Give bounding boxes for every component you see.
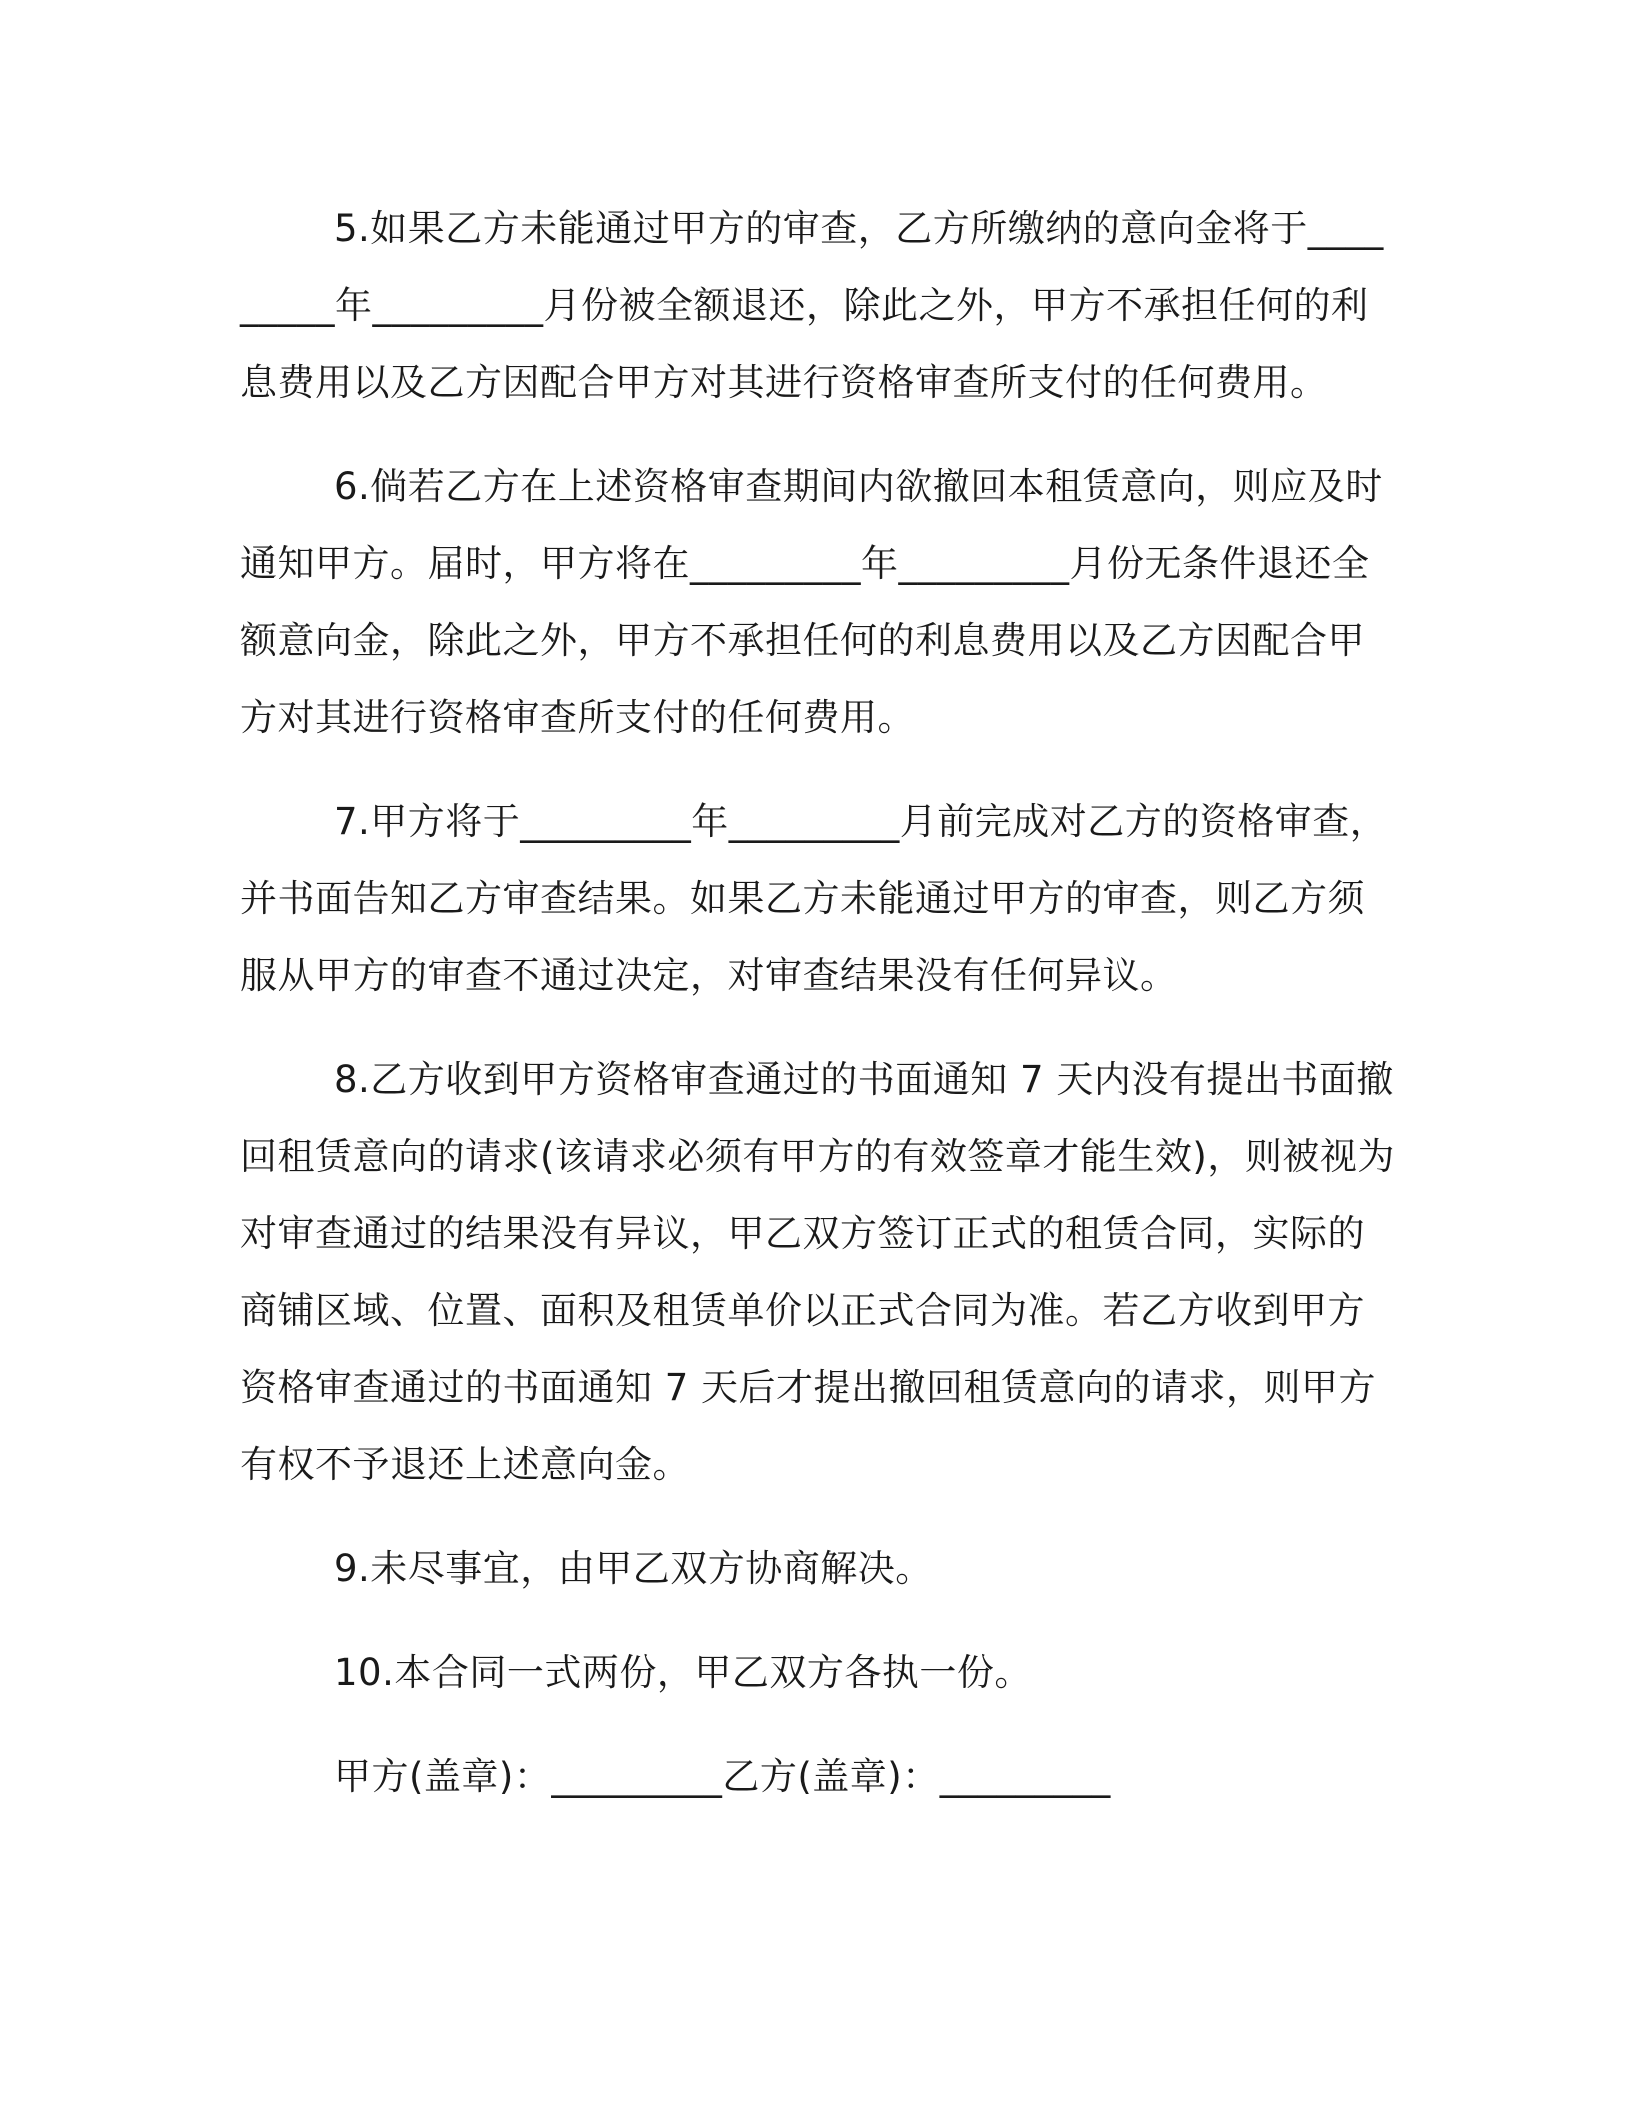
- clause-7-paragraph: 7.甲方将于_________年_________月前完成对乙方的资格审查，并书面告知乙方审查结果。如果乙方未能通过甲方的审查，则乙方须服从甲方的审查不通过决定，对审查结果没有任何异议。: [240, 800, 1388, 997]
- clause-8-paragraph: 8.乙方收到甲方资格审查通过的书面通知 7 天内没有提出书面撤回租赁意向的请求(该请求必须有甲方的有效签章才能生效)，则被视为对审查通过的结果没有异议，甲乙双方签订正式的租赁合同，实际的商铺区域、位置、面积及租赁单价以正式合同为准。若乙方收到甲方资格审查通过的书面通知 7 天后才提出撤回租赁意向的请求，则甲方有权不予退还上述意向金。: [240, 1058, 1395, 1486]
- clause-6-paragraph: 6.倘若乙方在上述资格审查期间内欲撤回本租赁意向，则应及时通知甲方。届时，甲方将在_________年_________月份无条件退还全额意向金，除此之外，甲方不承担任何的利息费用以及乙方因配合甲方对其进行资格审查所支付的任何费用。: [240, 465, 1383, 739]
- signature-line: 甲方(盖章)：_________乙方(盖章)：_________: [334, 1755, 1111, 1798]
- clause-9-paragraph: 9.未尽事宜，由甲乙双方协商解决。: [334, 1547, 933, 1590]
- clause-5-paragraph: 5.如果乙方未能通过甲方的审查，乙方所缴纳的意向金将于_________年_________月份被全额退还，除此之外，甲方不承担任何的利息费用以及乙方因配合甲方对其进行资格审查所支付的任何费用。: [240, 207, 1384, 404]
- document-body: [240, 190, 1400, 1815]
- clause-10-paragraph: 10.本合同一式两份，甲乙双方各执一份。: [334, 1651, 1032, 1694]
